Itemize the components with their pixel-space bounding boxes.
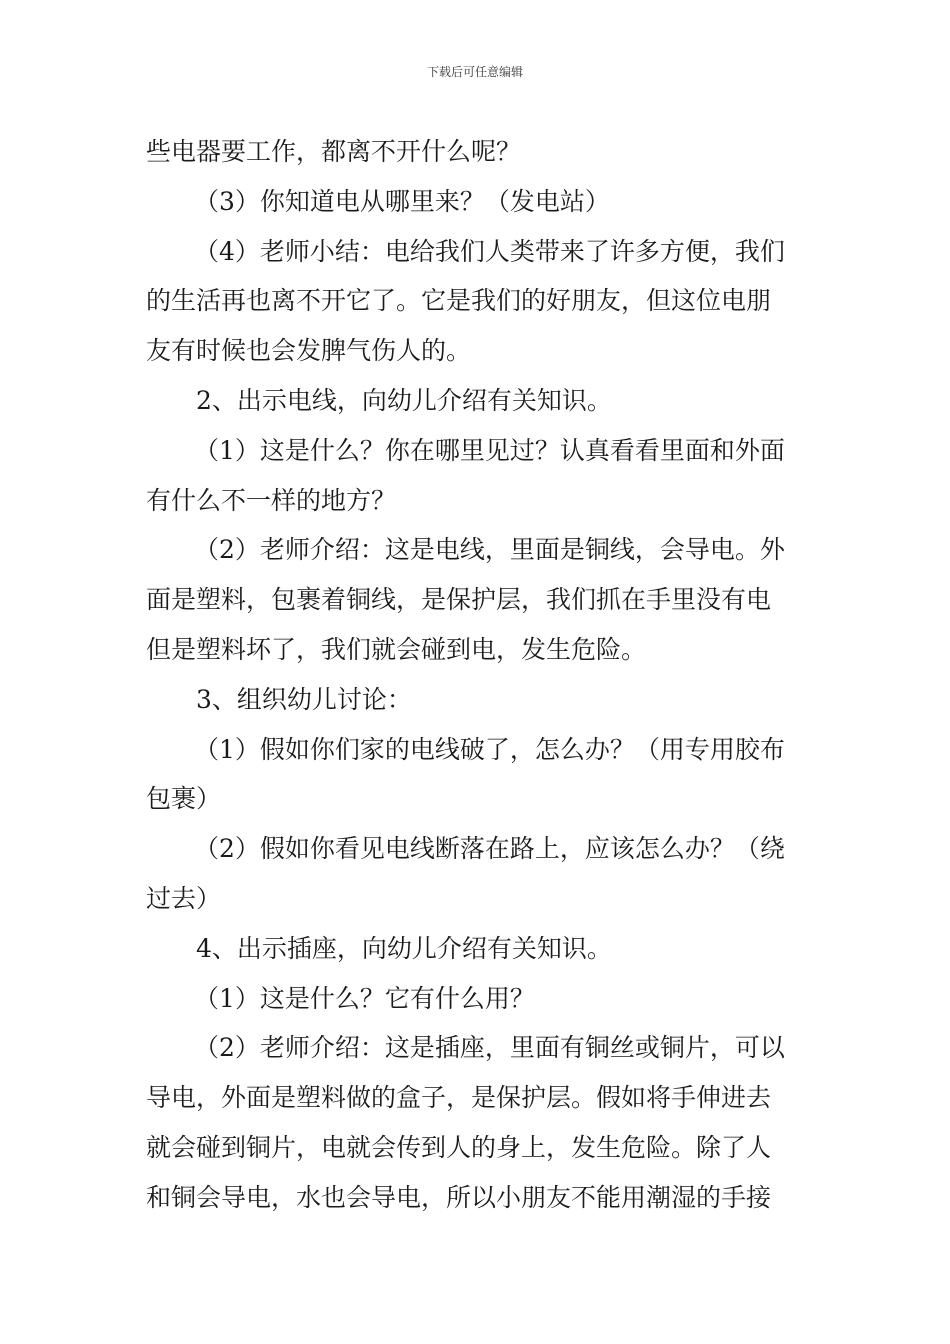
- text-line: （4）老师小结：电给我们人类带来了许多方便，我们: [194, 236, 785, 266]
- text-line: 3、组织幼儿讨论：: [196, 684, 412, 714]
- text-line: 些电器要工作，都离不开什么呢？: [146, 137, 522, 166]
- text-line: 面是塑料，包裹着铜线，是保护层，我们抓在手里没有电: [146, 585, 772, 615]
- text-line: 有什么不一样的地方？: [146, 485, 397, 515]
- text-line: 友有时候也会发脾气伤人的。: [146, 336, 472, 366]
- text-line: （2）老师介绍：这是插座，里面有铜丝或铜片，可以: [194, 1033, 785, 1063]
- document-body: [146, 127, 808, 1223]
- text-line: 包裹）: [146, 784, 222, 814]
- text-line: （3）你知道电从哪里来？（发电站）: [194, 186, 610, 216]
- text-line: （2）老师介绍：这是电线，里面是铜线，会导电。外: [194, 535, 785, 565]
- text-line: （1）这是什么？你在哪里见过？认真看看里面和外面: [194, 435, 785, 465]
- text-line: 导电，外面是塑料做的盒子，是保护层。假如将手伸进去: [146, 1083, 772, 1113]
- text-line: 4、出示插座，向幼儿介绍有关知识。: [196, 933, 612, 963]
- text-line: 就会碰到铜片，电就会传到人的身上，发生危险。除了人: [146, 1132, 772, 1162]
- text-line: （1）假如你们家的电线破了，怎么办？（用专用胶布: [194, 734, 785, 764]
- text-line: 的生活再也离不开它了。它是我们的好朋友，但这位电朋: [146, 286, 772, 316]
- text-line: 过去）: [146, 883, 222, 913]
- text-line: 但是塑料坏了，我们就会碰到电，发生危险。: [146, 634, 647, 664]
- text-line: 和铜会导电，水也会导电，所以小朋友不能用潮湿的手接: [146, 1182, 772, 1212]
- text-line: （1）这是什么？它有什么用？: [194, 983, 535, 1013]
- text-line: 2、出示电线，向幼儿介绍有关知识。: [196, 385, 612, 415]
- page-header-note: 下载后可任意编辑: [426, 65, 523, 79]
- text-line: （2）假如你看见电线断落在路上，应该怎么办？（绕: [194, 834, 785, 864]
